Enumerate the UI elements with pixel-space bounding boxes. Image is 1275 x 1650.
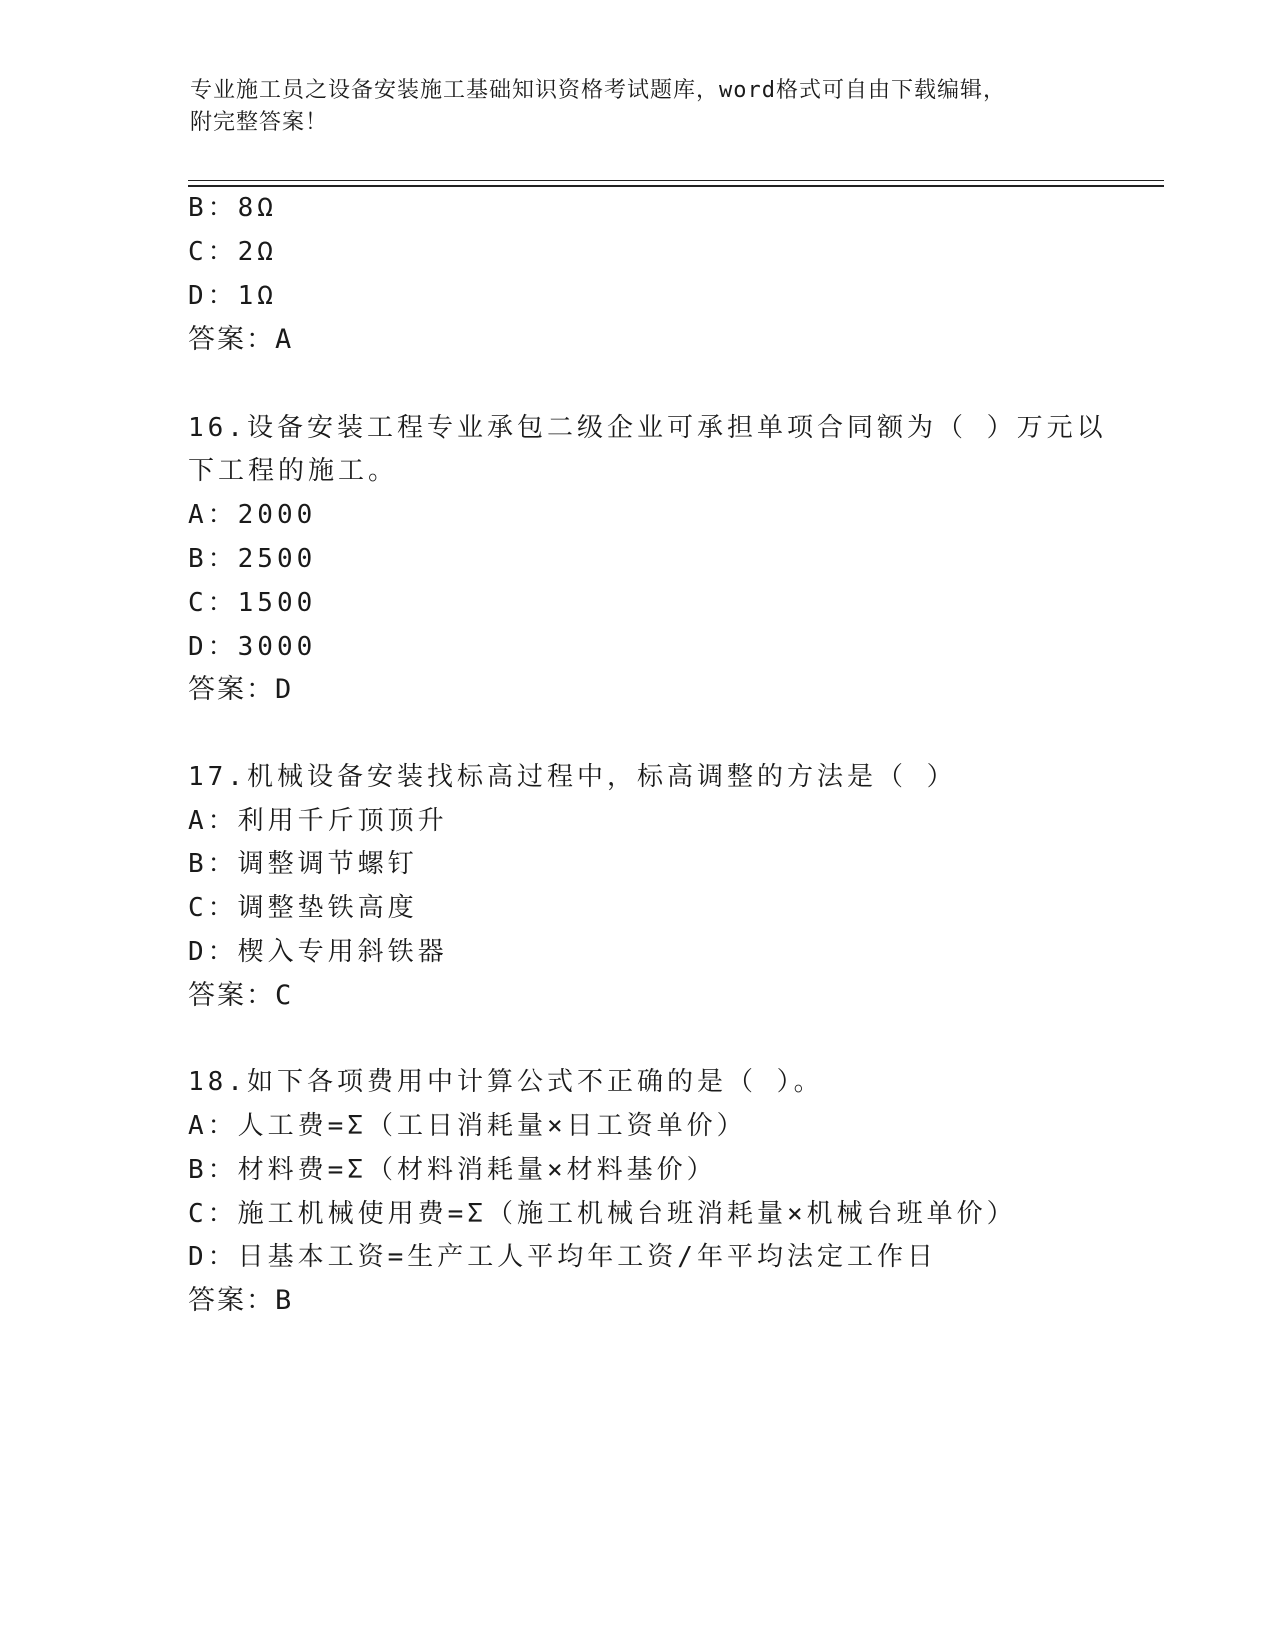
q16-option-a: A：2000: [188, 500, 317, 530]
q16-option-c: C：1500: [188, 588, 317, 618]
header-divider-thin: [188, 180, 1164, 181]
q17-answer: 答案：C: [188, 980, 294, 1011]
q17-option-a: A：利用千斤顶顶升: [188, 806, 448, 836]
header-title-line-1: 专业施工员之设备安装施工基础知识资格考试题库，word格式可自由下载编辑，: [190, 78, 1006, 103]
q17-option-d: D：楔入专用斜铁器: [188, 937, 448, 967]
q15-option-b: B：8Ω: [188, 193, 277, 223]
header-divider-thick: [188, 185, 1164, 187]
q18-option-a: A：人工费=Σ（工日消耗量×日工资单价）: [188, 1111, 747, 1141]
q18-stem-line-1: 18.如下各项费用中计算公式不正确的是（ ）。: [188, 1067, 824, 1097]
q16-stem-line-2: 下工程的施工。: [188, 456, 399, 486]
q16-stem-line-1: 16.设备安装工程专业承包二级企业可承担单项合同额为（ ）万元以: [188, 413, 1107, 443]
q18-option-d: D：日基本工资=生产工人平均年工资/年平均法定工作日: [188, 1242, 937, 1272]
q18-option-b: B：材料费=Σ（材料消耗量×材料基价）: [188, 1155, 717, 1185]
q15-option-c: C：2Ω: [188, 237, 277, 267]
q15-option-d: D：1Ω: [188, 281, 277, 311]
q16-option-d: D：3000: [188, 632, 317, 662]
q17-stem-line-1: 17.机械设备安装找标高过程中，标高调整的方法是（ ）: [188, 762, 957, 792]
q15-answer: 答案：A: [188, 324, 294, 355]
q17-option-c: C：调整垫铁高度: [188, 893, 418, 923]
header-title-line-2: 附完整答案！: [190, 110, 329, 135]
q16-answer: 答案：D: [188, 674, 294, 705]
q18-option-c: C：施工机械使用费=Σ（施工机械台班消耗量×机械台班单价）: [188, 1199, 1017, 1229]
q16-option-b: B：2500: [188, 544, 317, 574]
document-header: [190, 75, 1090, 139]
q17-option-b: B：调整调节螺钉: [188, 849, 418, 879]
q18-answer: 答案：B: [188, 1285, 294, 1316]
